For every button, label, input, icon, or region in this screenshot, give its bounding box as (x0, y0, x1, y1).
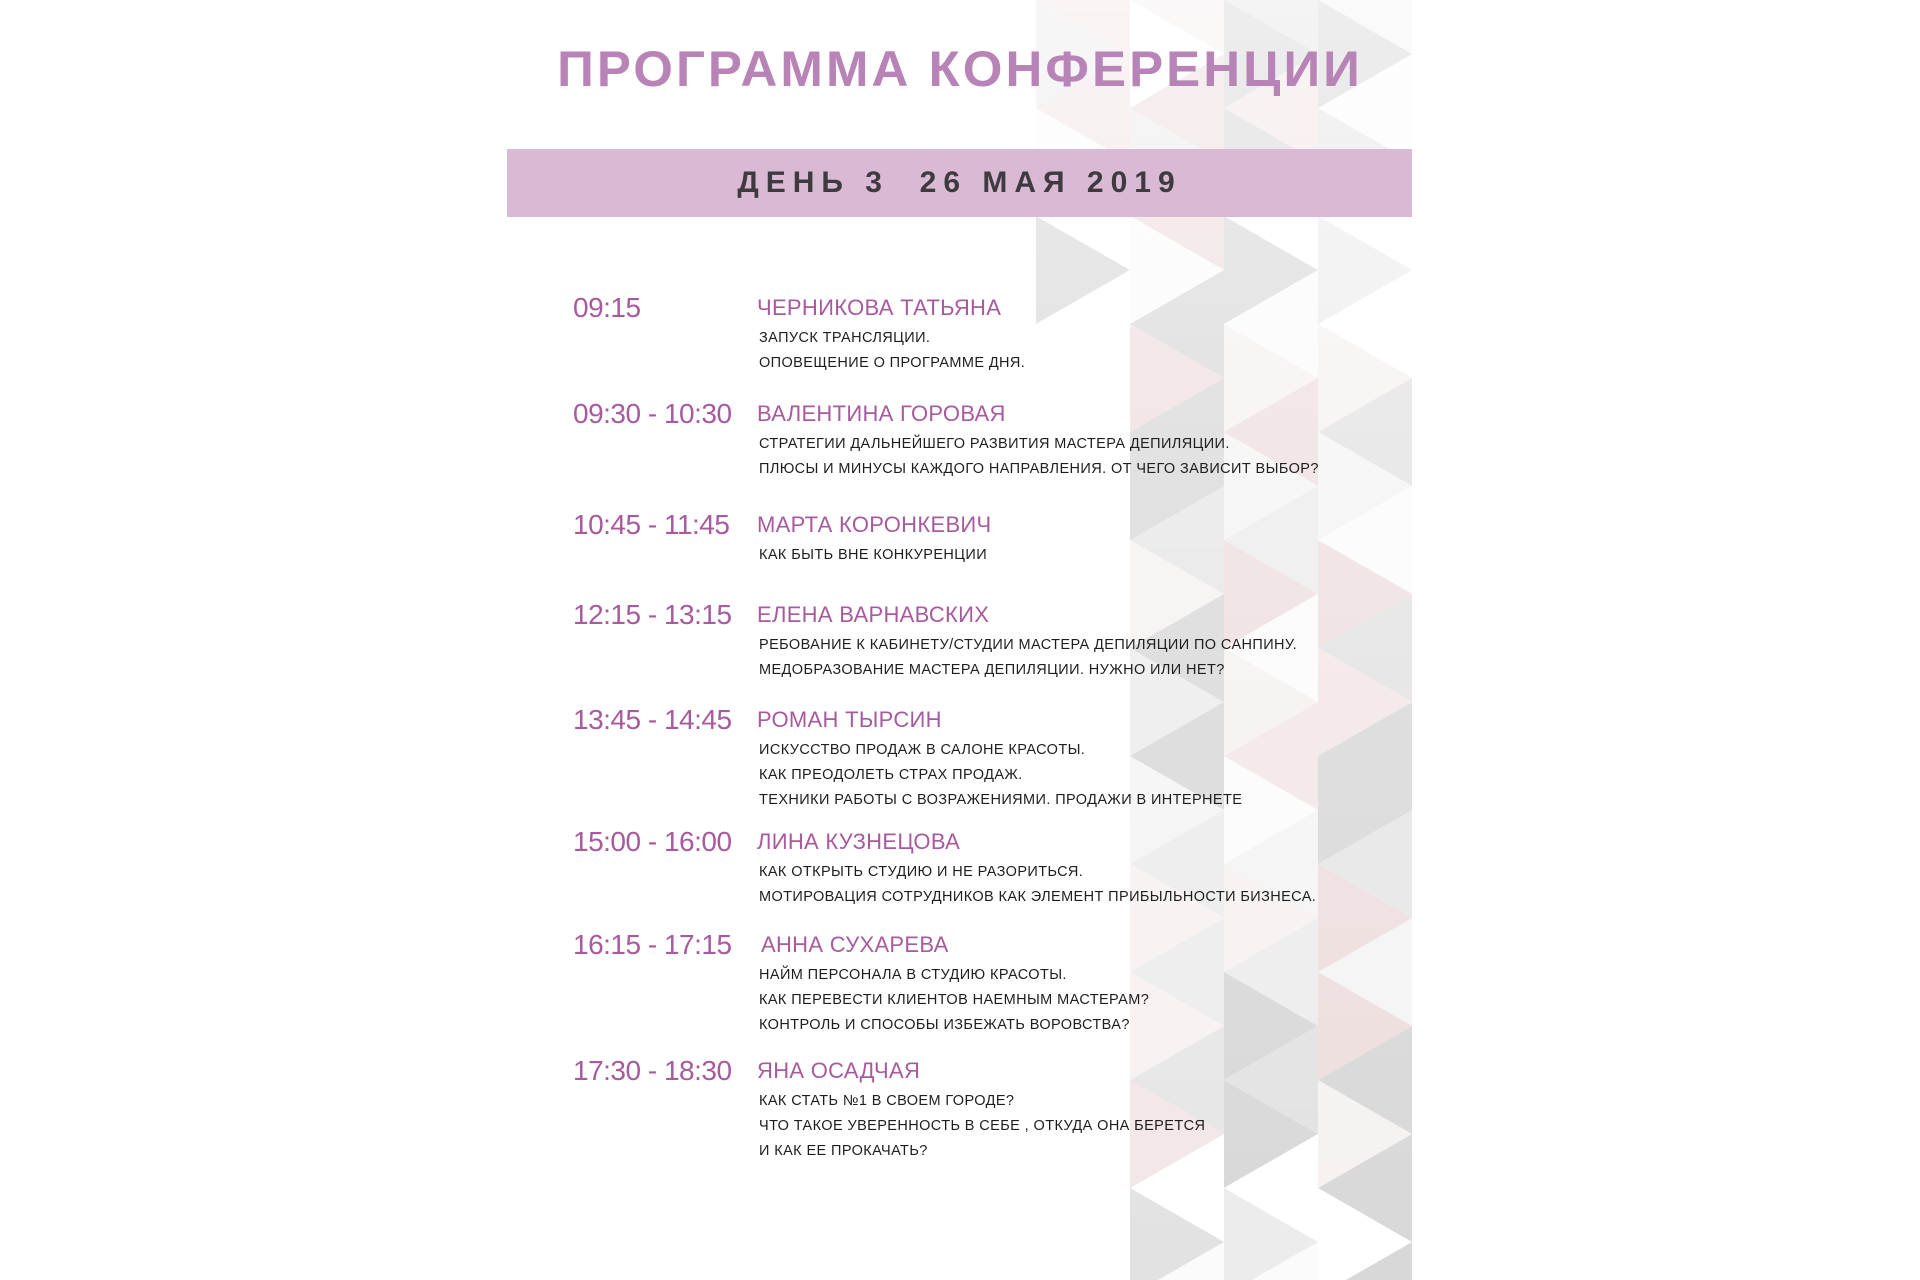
session-speaker: АННА СУХАРЕВА (761, 932, 949, 957)
session-topics (759, 543, 987, 568)
session-topics (759, 432, 1319, 482)
topic-line: КАК ПРЕОДОЛЕТЬ СТРАХ ПРОДАЖ. (759, 767, 1023, 783)
topic-line: ПЛЮСЫ И МИНУСЫ КАЖДОГО НАПРАВЛЕНИЯ. ОТ ЧЕГО ЗАВИСИТ ВЫБОР? (759, 461, 1319, 477)
topic-line: РЕБОВАНИЕ К КАБИНЕТУ/СТУДИИ МАСТЕРА ДЕПИЛЯЦИИ ПО САНПИНУ. (759, 637, 1298, 653)
topic-line: КАК СТАТЬ №1 В СВОЕМ ГОРОДЕ? (759, 1093, 1015, 1109)
topic-line: МОТИРОВАЦИЯ СОТРУДНИКОВ КАК ЭЛЕМЕНТ ПРИБЫЛЬНОСТИ БИЗНЕСА. (759, 889, 1317, 905)
session-time: 13:45 - 14:45 (573, 704, 732, 735)
session-time: 12:15 - 13:15 (573, 599, 732, 630)
topic-line: КОНТРОЛЬ И СПОСОБЫ ИЗБЕЖАТЬ ВОРОВСТВА? (759, 1017, 1130, 1033)
day-banner-label: ДЕНЬ 3 26 МАЯ 2019 (737, 166, 1182, 199)
topic-line: И КАК ЕЕ ПРОКАЧАТЬ? (759, 1143, 928, 1159)
session-speaker: ЧЕРНИКОВА ТАТЬЯНА (757, 295, 1002, 320)
topic-line: КАК ОТКРЫТЬ СТУДИЮ И НЕ РАЗОРИТЬСЯ. (759, 864, 1084, 880)
session-topics (759, 963, 1149, 1038)
session-speaker: РОМАН ТЫРСИН (757, 707, 942, 732)
topic-line: ЗАПУСК ТРАНСЛЯЦИИ. (759, 330, 931, 346)
session-speaker: МАРТА КОРОНКЕВИЧ (757, 512, 992, 537)
topic-line: ТЕХНИКИ РАБОТЫ С ВОЗРАЖЕНИЯМИ. ПРОДАЖИ В ИНТЕРНЕТЕ (759, 792, 1243, 808)
day-banner (507, 149, 1412, 217)
session-time: 15:00 - 16:00 (573, 826, 732, 857)
session-speaker: ЛИНА КУЗНЕЦОВА (757, 829, 961, 854)
topic-line: НАЙМ ПЕРСОНАЛА В СТУДИЮ КРАСОТЫ. (759, 967, 1067, 983)
session-time: 16:15 - 17:15 (573, 929, 732, 960)
session-time: 09:30 - 10:30 (573, 398, 732, 429)
topic-line: МЕДОБРАЗОВАНИЕ МАСТЕРА ДЕПИЛЯЦИИ. НУЖНО ИЛИ НЕТ? (759, 662, 1225, 678)
session-topics (759, 326, 1025, 376)
topic-line: ОПОВЕЩЕНИЕ О ПРОГРАММЕ ДНЯ. (759, 355, 1026, 371)
topic-line: КАК БЫТЬ ВНЕ КОНКУРЕНЦИИ (759, 547, 988, 563)
page-title: ПРОГРАММА КОНФЕРЕНЦИИ (557, 41, 1363, 97)
session-speaker: ЕЛЕНА ВАРНАВСКИХ (757, 602, 990, 627)
session-speaker: ВАЛЕНТИНА ГОРОВАЯ (757, 401, 1006, 426)
topic-line: ИСКУССТВО ПРОДАЖ В САЛОНЕ КРАСОТЫ. (759, 742, 1086, 758)
session-time: 10:45 - 11:45 (573, 509, 730, 540)
session-speaker: ЯНА ОСАДЧАЯ (757, 1058, 921, 1083)
topic-line: ЧТО ТАКОЕ УВЕРЕННОСТЬ В СЕБЕ , ОТКУДА ОНА БЕРЕТСЯ (759, 1118, 1206, 1134)
topic-line: КАК ПЕРЕВЕСТИ КЛИЕНТОВ НАЕМНЫМ МАСТЕРАМ? (759, 992, 1150, 1008)
session-time: 17:30 - 18:30 (573, 1055, 732, 1086)
session-topics (759, 1089, 1205, 1164)
topic-line: СТРАТЕГИИ ДАЛЬНЕЙШЕГО РАЗВИТИЯ МАСТЕРА ДЕПИЛЯЦИИ. (759, 436, 1230, 452)
session-topics (759, 633, 1297, 683)
session-topics (759, 860, 1316, 910)
session-topics (759, 738, 1242, 813)
session-time: 09:15 (573, 292, 641, 323)
